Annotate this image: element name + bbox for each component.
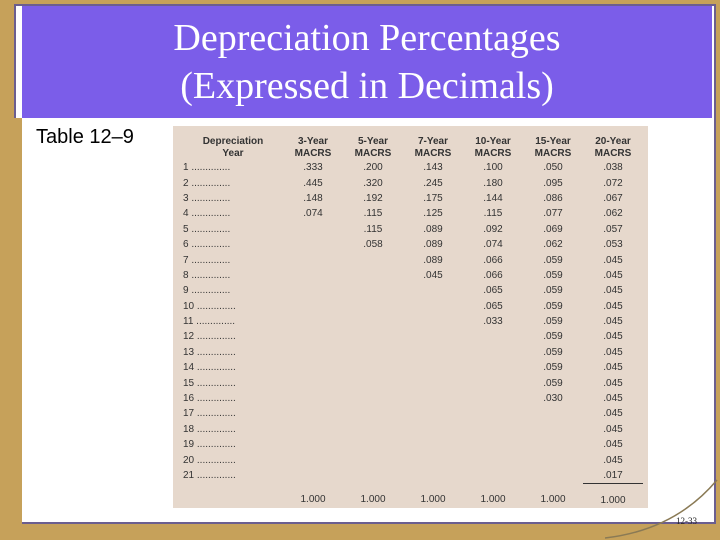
value-cell: .333 bbox=[303, 162, 323, 174]
value-cell bbox=[343, 329, 403, 344]
year-cell: 2 .............. bbox=[183, 177, 231, 189]
value-cell: .445 bbox=[303, 177, 323, 189]
value-cell: .069 bbox=[543, 223, 563, 235]
year-cell: 16 .............. bbox=[183, 393, 236, 405]
value-cell: .089 bbox=[423, 254, 443, 266]
value-cell: .053 bbox=[603, 239, 623, 251]
value-cell: .045 bbox=[603, 300, 623, 312]
value-cell bbox=[343, 391, 403, 406]
column-header bbox=[183, 136, 283, 160]
total-cell: 1.000 bbox=[540, 494, 566, 506]
value-cell bbox=[283, 406, 343, 421]
value-cell bbox=[343, 283, 403, 298]
year-cell: 13 .............. bbox=[183, 346, 236, 358]
left-shadow bbox=[14, 118, 22, 524]
value-cell bbox=[463, 391, 523, 406]
year-cell: 17 .............. bbox=[183, 408, 236, 420]
value-cell bbox=[403, 391, 463, 406]
year-cell: 14 .............. bbox=[183, 362, 236, 374]
table-caption: Table 12–9 bbox=[36, 126, 134, 148]
value-cell bbox=[283, 252, 343, 267]
value-cell bbox=[343, 345, 403, 360]
value-cell bbox=[283, 360, 343, 375]
value-cell: .066 bbox=[483, 254, 503, 266]
value-cell bbox=[523, 452, 583, 467]
year-cell: 10 .............. bbox=[183, 300, 236, 312]
value-cell bbox=[463, 422, 523, 437]
value-cell: .017 bbox=[583, 468, 643, 484]
table-row bbox=[183, 329, 643, 344]
value-cell: .125 bbox=[423, 208, 443, 220]
value-cell: .045 bbox=[603, 408, 623, 420]
value-cell: .030 bbox=[543, 393, 563, 405]
table-row bbox=[183, 391, 643, 406]
table-row bbox=[183, 268, 643, 283]
value-cell bbox=[343, 375, 403, 390]
column-header bbox=[583, 136, 643, 160]
value-cell bbox=[283, 268, 343, 283]
table-row bbox=[183, 375, 643, 390]
value-cell: .180 bbox=[483, 177, 503, 189]
value-cell bbox=[343, 360, 403, 375]
total-cell: 1.000 bbox=[420, 494, 446, 506]
value-cell bbox=[343, 314, 403, 329]
value-cell bbox=[403, 406, 463, 421]
year-cell: 15 .............. bbox=[183, 377, 236, 389]
column-header bbox=[283, 136, 343, 160]
table-row bbox=[183, 237, 643, 252]
column-header-line: 7-Year bbox=[417, 136, 449, 147]
table-header-row bbox=[183, 136, 643, 160]
value-cell: .058 bbox=[363, 239, 383, 251]
value-cell: .045 bbox=[603, 254, 623, 266]
value-cell bbox=[403, 299, 463, 314]
value-cell bbox=[283, 468, 343, 484]
year-cell: 4 .............. bbox=[183, 208, 231, 220]
value-cell bbox=[523, 468, 583, 484]
value-cell bbox=[343, 468, 403, 484]
value-cell: .077 bbox=[543, 208, 563, 220]
value-cell: .045 bbox=[603, 316, 623, 328]
column-header-line: Year bbox=[222, 148, 244, 159]
depreciation-table bbox=[183, 136, 643, 510]
table-row bbox=[183, 468, 643, 484]
column-header-line: MACRS bbox=[354, 148, 392, 159]
value-cell bbox=[343, 252, 403, 267]
value-cell bbox=[403, 345, 463, 360]
column-header-line: MACRS bbox=[594, 148, 632, 159]
value-cell bbox=[343, 452, 403, 467]
value-cell: .066 bbox=[483, 269, 503, 281]
value-cell: .059 bbox=[543, 316, 563, 328]
value-cell: .045 bbox=[603, 362, 623, 374]
value-cell bbox=[523, 437, 583, 452]
value-cell: .100 bbox=[483, 162, 503, 174]
column-header-line: MACRS bbox=[534, 148, 572, 159]
column-header-line: MACRS bbox=[414, 148, 452, 159]
value-cell bbox=[283, 345, 343, 360]
value-cell bbox=[403, 468, 463, 484]
table-row bbox=[183, 283, 643, 298]
value-cell: .045 bbox=[603, 346, 623, 358]
year-cell: 7 .............. bbox=[183, 254, 231, 266]
column-header-line: Depreciation bbox=[202, 136, 264, 147]
value-cell: .320 bbox=[363, 177, 383, 189]
total-cell: 1.000 bbox=[360, 494, 386, 506]
table-row bbox=[183, 422, 643, 437]
value-cell bbox=[463, 437, 523, 452]
value-cell: .115 bbox=[363, 223, 383, 235]
value-cell: .045 bbox=[603, 393, 623, 405]
value-cell: .245 bbox=[423, 177, 443, 189]
value-cell: .059 bbox=[543, 269, 563, 281]
value-cell: .074 bbox=[303, 208, 323, 220]
value-cell: .045 bbox=[603, 377, 623, 389]
decorative-curve bbox=[605, 470, 720, 540]
value-cell: .045 bbox=[603, 439, 623, 451]
totals-row bbox=[183, 484, 643, 511]
value-cell: .059 bbox=[543, 285, 563, 297]
value-cell bbox=[523, 422, 583, 437]
value-cell bbox=[403, 314, 463, 329]
year-cell: 12 .............. bbox=[183, 331, 236, 343]
value-cell: .045 bbox=[603, 285, 623, 297]
value-cell: .045 bbox=[603, 423, 623, 435]
value-cell: .148 bbox=[303, 192, 323, 204]
value-cell: .062 bbox=[603, 208, 623, 220]
table-row bbox=[183, 314, 643, 329]
year-cell: 3 .............. bbox=[183, 192, 231, 204]
year-cell: 18 .............. bbox=[183, 423, 236, 435]
value-cell: .143 bbox=[423, 162, 443, 174]
slide-title bbox=[22, 14, 712, 114]
table-row bbox=[183, 360, 643, 375]
value-cell: .059 bbox=[543, 300, 563, 312]
value-cell bbox=[403, 422, 463, 437]
value-cell bbox=[283, 437, 343, 452]
table-row bbox=[183, 406, 643, 421]
value-cell bbox=[463, 329, 523, 344]
year-cell: 9 .............. bbox=[183, 285, 231, 297]
value-cell bbox=[283, 222, 343, 237]
value-cell bbox=[403, 283, 463, 298]
column-header-line: MACRS bbox=[474, 148, 512, 159]
table-row bbox=[183, 345, 643, 360]
value-cell bbox=[343, 299, 403, 314]
year-cell: 6 .............. bbox=[183, 239, 231, 251]
column-header bbox=[343, 136, 403, 160]
value-cell bbox=[463, 375, 523, 390]
column-header-line: 20-Year bbox=[595, 136, 631, 147]
value-cell bbox=[283, 237, 343, 252]
table-row bbox=[183, 175, 643, 190]
value-cell: .062 bbox=[543, 239, 563, 251]
table-row bbox=[183, 452, 643, 467]
table-row bbox=[183, 222, 643, 237]
value-cell: .072 bbox=[603, 177, 623, 189]
value-cell: .192 bbox=[363, 192, 383, 204]
value-cell: .059 bbox=[543, 346, 563, 358]
value-cell bbox=[343, 268, 403, 283]
value-cell bbox=[463, 452, 523, 467]
table-row bbox=[183, 206, 643, 221]
column-header bbox=[403, 136, 463, 160]
year-cell: 1 .............. bbox=[183, 162, 231, 174]
value-cell: .089 bbox=[423, 223, 443, 235]
column-header-line: MACRS bbox=[294, 148, 332, 159]
value-cell bbox=[463, 406, 523, 421]
value-cell: .067 bbox=[603, 192, 623, 204]
value-cell bbox=[343, 437, 403, 452]
value-cell bbox=[463, 468, 523, 484]
value-cell: .057 bbox=[603, 223, 623, 235]
value-cell bbox=[283, 283, 343, 298]
value-cell: .175 bbox=[423, 192, 443, 204]
value-cell: .089 bbox=[423, 239, 443, 251]
value-cell bbox=[283, 452, 343, 467]
value-cell: .038 bbox=[603, 162, 623, 174]
total-cell bbox=[183, 484, 283, 511]
value-cell: .033 bbox=[483, 316, 503, 328]
year-cell: 11 .............. bbox=[183, 316, 236, 328]
value-cell: .074 bbox=[483, 239, 503, 251]
value-cell: .059 bbox=[543, 377, 563, 389]
column-header-line: 15-Year bbox=[535, 136, 571, 147]
value-cell: .115 bbox=[483, 208, 503, 220]
title-line-1: Depreciation Percentages bbox=[173, 17, 561, 59]
value-cell bbox=[283, 314, 343, 329]
value-cell bbox=[403, 329, 463, 344]
value-cell: .059 bbox=[543, 331, 563, 343]
value-cell bbox=[403, 360, 463, 375]
table-row bbox=[183, 160, 643, 175]
year-cell: 21 .............. bbox=[183, 470, 236, 482]
value-cell: .059 bbox=[543, 362, 563, 374]
value-cell bbox=[283, 391, 343, 406]
year-cell: 5 .............. bbox=[183, 223, 231, 235]
value-cell bbox=[283, 422, 343, 437]
table-body bbox=[183, 160, 643, 510]
value-cell: .045 bbox=[603, 454, 623, 466]
value-cell bbox=[283, 375, 343, 390]
value-cell bbox=[403, 375, 463, 390]
value-cell: .115 bbox=[363, 208, 383, 220]
table-row bbox=[183, 252, 643, 267]
total-cell: 1.000 bbox=[480, 494, 506, 506]
table-panel bbox=[173, 126, 648, 508]
value-cell: .045 bbox=[603, 269, 623, 281]
total-cell: 1.000 bbox=[600, 494, 626, 506]
value-cell bbox=[523, 406, 583, 421]
table-row bbox=[183, 191, 643, 206]
value-cell: .200 bbox=[363, 162, 383, 174]
table-row bbox=[183, 437, 643, 452]
value-cell bbox=[343, 422, 403, 437]
value-cell bbox=[283, 299, 343, 314]
value-cell: .065 bbox=[483, 285, 503, 297]
value-cell: .065 bbox=[483, 300, 503, 312]
year-cell: 20 .............. bbox=[183, 454, 236, 466]
value-cell: .045 bbox=[603, 331, 623, 343]
value-cell bbox=[283, 329, 343, 344]
value-cell: .050 bbox=[543, 162, 563, 174]
value-cell bbox=[463, 360, 523, 375]
title-line-2: (Expressed in Decimals) bbox=[180, 65, 554, 107]
value-cell: .095 bbox=[543, 177, 563, 189]
value-cell: .059 bbox=[543, 254, 563, 266]
value-cell bbox=[403, 452, 463, 467]
value-cell: .086 bbox=[543, 192, 563, 204]
year-cell: 19 .............. bbox=[183, 439, 236, 451]
value-cell: .092 bbox=[483, 223, 503, 235]
value-cell: .045 bbox=[423, 269, 443, 281]
column-header-line: 10-Year bbox=[475, 136, 511, 147]
column-header-line: 5-Year bbox=[357, 136, 389, 147]
column-header-line: 3-Year bbox=[297, 136, 329, 147]
value-cell bbox=[403, 437, 463, 452]
year-cell: 8 .............. bbox=[183, 269, 231, 281]
value-cell bbox=[463, 345, 523, 360]
column-header bbox=[523, 136, 583, 160]
table-row bbox=[183, 299, 643, 314]
page-number: 12-33 bbox=[676, 516, 697, 526]
value-cell bbox=[343, 406, 403, 421]
column-header bbox=[463, 136, 523, 160]
total-cell: 1.000 bbox=[300, 494, 326, 506]
value-cell: .144 bbox=[483, 192, 503, 204]
